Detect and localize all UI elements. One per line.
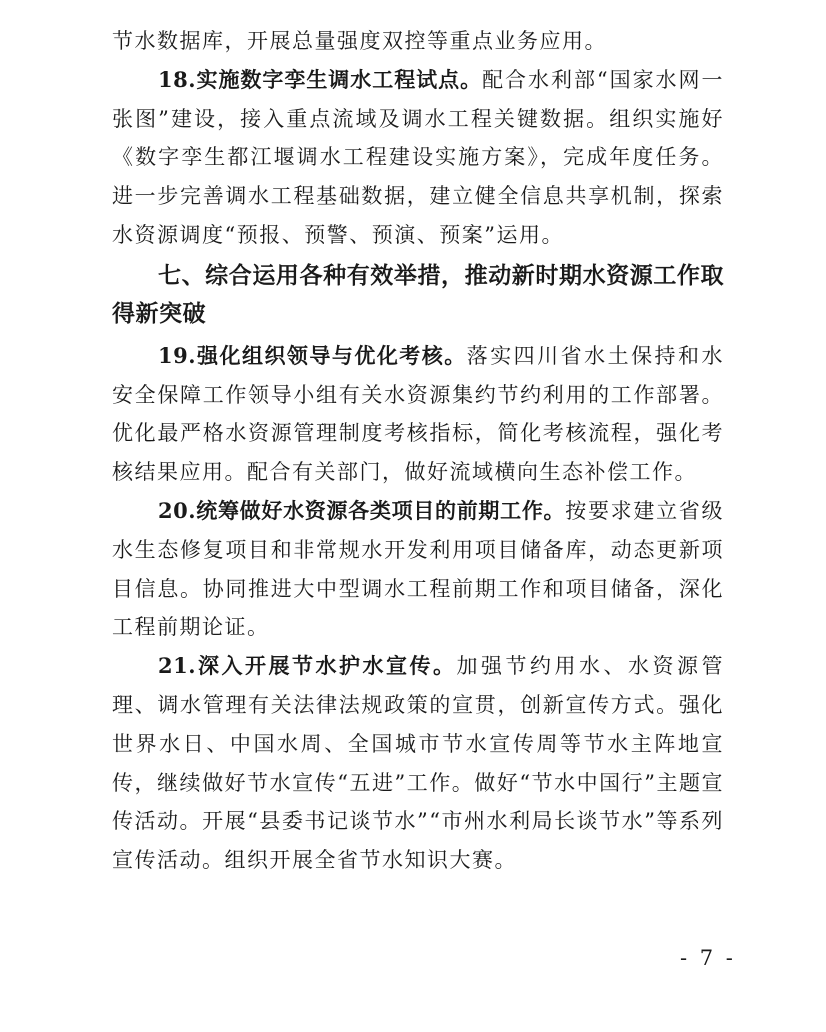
item-20-body: 按要求建立省级水生态修复项目和非常规水开发利用项目储备库，动态更新项目信息。协同推进大中型调水工程前期工作和项目储备，深化工程前期论证。	[112, 498, 724, 640]
page-number: - 7 -	[680, 946, 736, 970]
section-heading: 七、综合运用各种有效举措，推动新时期水资源工作取得新突破	[112, 262, 724, 327]
item-21-paragraph	[112, 647, 724, 880]
item-18-body: 配合水利部“国家水网一张图”建设，接入重点流域及调水工程关键数据。组织实施好《数字孪生都江堰调水工程建设实施方案》，完成年度任务。进一步完善调水工程基础数据，建立健全信息共享机制，探索水资源调度“预报、预警、预演、预案”运用。	[112, 67, 724, 247]
continuation-paragraph: 节水数据库，开展总量强度双控等重点业务应用。	[112, 29, 607, 53]
item-19-body: 落实四川省水土保持和水安全保障工作领导小组有关水资源集约节约利用的工作部署。优化最严格水资源管理制度考核指标，简化考核流程，强化考核结果应用。配合有关部门，做好流域横向生态补偿工作。	[112, 343, 724, 485]
item-20-lead: 20.统筹做好水资源各类项目的前期工作。	[158, 497, 566, 523]
document-body	[112, 22, 724, 880]
item-20-paragraph	[112, 492, 724, 647]
item-18-lead: 18.实施数字孪生调水工程试点。	[158, 66, 483, 92]
item-19-paragraph	[112, 337, 724, 492]
item-21-lead: 21.深入开展节水护水宣传。	[158, 653, 457, 679]
item-21-body: 加强节约用水、水资源管理、调水管理有关法律法规政策的宣贯，创新宣传方式。强化世界水日、中国水周、全国城市节水宣传周等节水主阵地宣传，继续做好节水宣传“五进”工作。做好“节水中国行”主题宣传活动。开展“县委书记谈节水”“市州水利局长谈节水”等系列宣传活动。组织开展全省节水知识大赛。	[112, 654, 724, 873]
item-18-paragraph	[112, 61, 724, 255]
item-19-lead: 19.强化组织领导与优化考核。	[158, 342, 467, 368]
